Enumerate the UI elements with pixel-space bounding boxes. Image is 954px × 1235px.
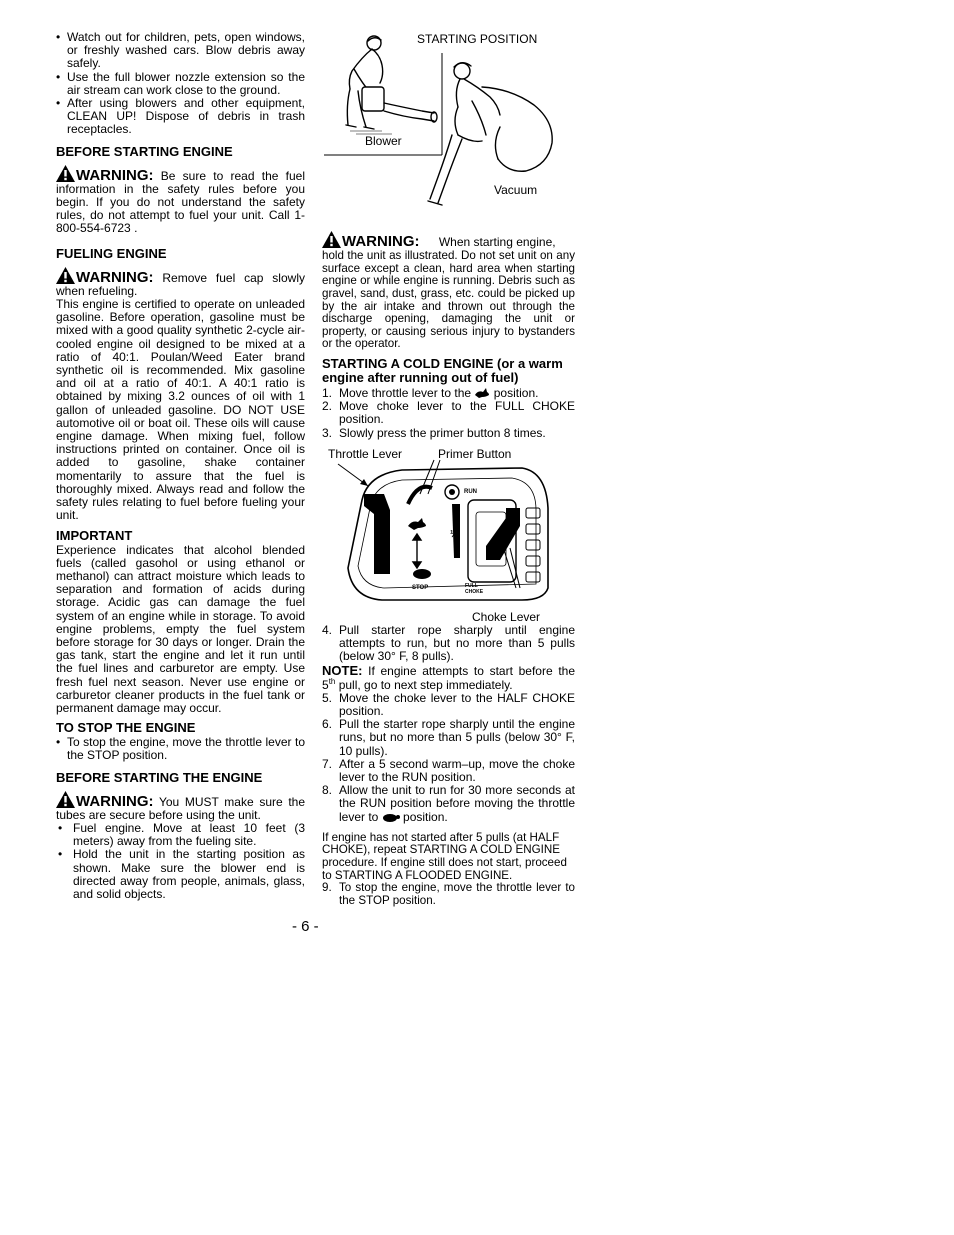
note-label: NOTE:	[322, 663, 363, 679]
warning-starting	[322, 231, 575, 249]
list-item: 6. Pull the starter rope sharply until the engine runs, but no more than 5 pulls (below 30° F, 10 pulls).	[322, 717, 575, 758]
warning-lead: When starting engine,	[438, 235, 556, 249]
section-heading-important: IMPORTANT	[56, 527, 133, 543]
list-item: • After using blowers and other equipment, CLEAN UP! Dispose of debris in trash receptacles.	[56, 97, 305, 137]
section-heading-before-starting-the-engine: BEFORE STARTING THE ENGINE	[56, 769, 263, 785]
note: NOTE: If engine attempts to start before the 5th pull, go to next step immediately.	[322, 663, 575, 692]
warning-label: WARNING:	[342, 233, 420, 250]
warning-text: Remove fuel cap slowly when refueling.	[56, 270, 305, 298]
stop-bullets	[56, 736, 305, 762]
list-item: 1. Move throttle lever to the position.	[322, 385, 539, 400]
list-item: • To stop the engine, move the throttle lever to the STOP position.	[56, 736, 305, 762]
section-heading-fueling: FUELING ENGINE	[56, 245, 167, 261]
engine-controls-figure	[322, 448, 575, 626]
figure-label-blower: Blower	[365, 134, 402, 148]
mark-full: FULL	[465, 582, 478, 589]
starting-bullets	[58, 822, 305, 901]
rabbit-fast-icon	[474, 387, 490, 399]
list-item: 4. Pull starter rope sharply until engine attempts to run, but no more than 5 pulls (below 30° F, 8 pulls).	[322, 622, 575, 664]
list-item: 7. After a 5 second warm–up, move the choke lever to the RUN position.	[322, 756, 575, 784]
flooded-paragraph: If engine has not started after 5 pulls (at HALF CHOKE), repeat STARTING A COLD ENGINE procedure. If engine still does not start, proceed to STARTING A FLOODED ENGINE.	[322, 830, 567, 882]
warning-triangle-icon	[56, 791, 75, 808]
warning-text: Be sure to read the fuel information in the safety rules before you begin. If you do not understand the safety rules, do not attempt to fuel your unit. Call 1-800-554-6723 .	[56, 168, 306, 236]
cold-engine-steps	[322, 387, 575, 440]
cold-engine-steps-continued	[322, 624, 575, 664]
warning-triangle-icon	[56, 165, 75, 182]
list-item: 8. Allow the unit to run for 30 more seconds at the RUN position before moving the throttle lever to position.	[322, 783, 575, 824]
list-item: • Use the full blower nozzle extension so the air stream can work close to the ground.	[56, 71, 305, 97]
label-primer-button: Primer Button	[438, 446, 512, 461]
mark-run: RUN	[464, 488, 477, 495]
stop-step	[322, 882, 575, 907]
mark-stop: STOP	[412, 584, 429, 591]
warning-label: WARNING:	[76, 792, 154, 810]
engine-controls-illustration	[322, 448, 575, 626]
warning-label: WARNING:	[76, 268, 154, 286]
page-number: - 6 -	[292, 918, 319, 935]
figure-title: STARTING POSITION	[417, 32, 538, 46]
warning-text: hold the unit as illustrated. Do not set unit on any surface except a clean, hard area when starting engine or while engine is running. Debris such as gravel, sand, dust, grass, etc. could be picked up by the air intake and thrown out through the discharge opening, damaging the unit or property, or causing serious injury to bystanders or the operator.	[322, 249, 575, 351]
section-heading-cold-engine: STARTING A COLD ENGINE (or a warm engine after running out of fuel)	[322, 355, 563, 385]
section-heading-before-starting: BEFORE STARTING ENGINE	[56, 143, 233, 159]
cold-engine-steps-b	[322, 692, 575, 824]
safety-bullets	[56, 31, 305, 137]
label-throttle-lever: Throttle Lever	[328, 446, 403, 461]
warning-fuel-cap	[56, 267, 305, 298]
starting-position-figure	[322, 31, 575, 211]
list-item: 2. Move choke lever to the FULL CHOKE position.	[322, 399, 575, 427]
warning-fuel-info	[56, 165, 305, 236]
section-heading-stop: TO STOP THE ENGINE	[56, 720, 196, 736]
warning-tubes	[56, 791, 305, 822]
left-column	[56, 31, 305, 901]
warning-triangle-icon	[322, 231, 341, 248]
list-item: 9. To stop the engine, move the throttle lever to the STOP position.	[322, 881, 575, 907]
warning-label: WARNING:	[76, 166, 154, 184]
important-paragraph: Experience indicates that alcohol blended fuels (called gasohol or using ethanol or methanol) can attract moisture which leads to separation and formation of acids during storage. Acidic gas can damage the fuel system of an engine while in storage. To avoid engine problems, empty the fuel system before storage for 30 days or longer. Drain the gas tank, start the engine and let it run until the fuel lines and carburetor are empty. Use fresh fuel next season. Never use engine or carburetor cleaner products in the fuel tank or permanent damage may occur.	[56, 542, 305, 715]
warning-text: You MUST make sure the tubes are secure before using the unit.	[56, 794, 305, 822]
list-item: • Watch out for children, pets, open windows, or freshly washed cars. Blow debris away safely.	[56, 31, 305, 71]
figure-label-vacuum: Vacuum	[494, 183, 538, 197]
mark-half: ½	[450, 528, 459, 540]
list-item: • Hold the unit in the starting position as shown. Make sure the blower end is directed away from people, animals, glass, and solid objects.	[58, 848, 305, 901]
right-column	[322, 31, 575, 907]
fueling-paragraph: This engine is certified to operate on unleaded gasoline. Before operation, gasoline must be mixed with a good quality synthetic 2-cycle air-cooled engine oil designed to be mixed at a ratio of 40:1. Poulan/Weed Eater brand synthetic oil is recommended. Mix gasoline and oil at a ratio of 40:1. A 40:1 ratio is obtained by mixing 3.2 ounces of oil with 1 gallon of unleaded gasoline. DO NOT USE automotive oil or boat oil. These oils will cause engine damage. When mixing fuel, follow instructions printed on container. Once oil is added to gasoline, shake container momentarily to assure that the fuel is thoroughly mixed. Always read and follow the safety rules relating to fuel before fueling your unit.	[56, 297, 305, 523]
list-item: • Fuel engine. Move at least 10 feet (3 meters) away from the fueling site.	[58, 822, 305, 848]
turtle-slow-icon	[382, 813, 400, 823]
label-choke-lever: Choke Lever	[472, 609, 541, 624]
warning-triangle-icon	[56, 267, 75, 284]
list-item: 3. Slowly press the primer button 8 times.	[322, 425, 546, 440]
mark-choke: CHOKE	[465, 588, 484, 595]
list-item: 5. Move the choke lever to the HALF CHOKE position.	[322, 690, 575, 718]
